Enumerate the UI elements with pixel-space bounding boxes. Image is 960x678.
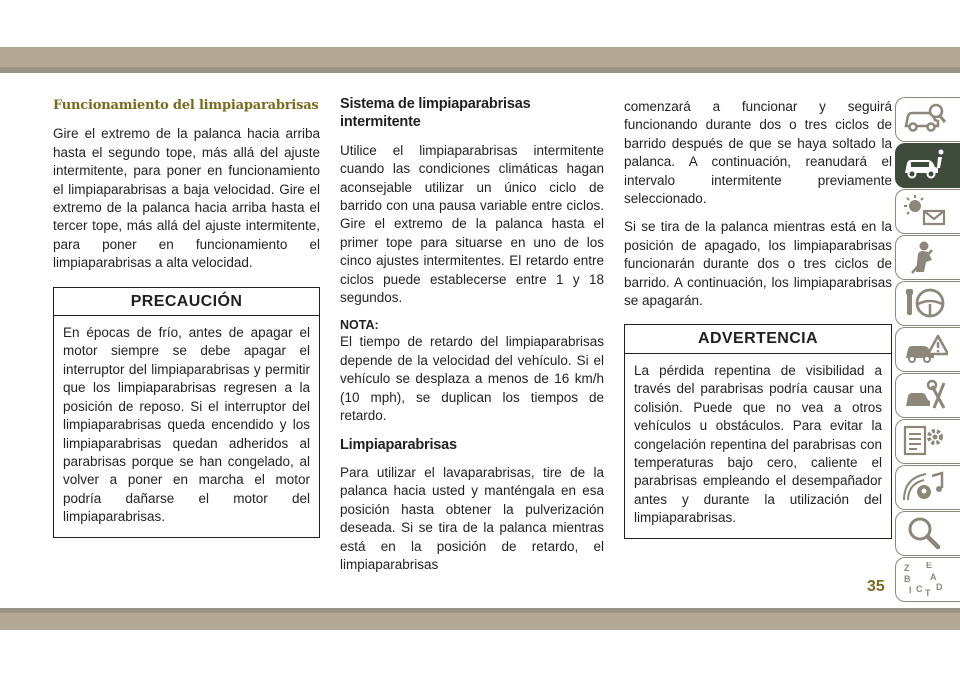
section-heading: Sistema de limpiaparabrisas intermitente — [340, 96, 531, 131]
paragraph: Si se tira de la palanca mientras está en la posición de apagado, los limpiaparabrisas funcionarán durante dos o tres ciclos de barrido. A continuación, los limpiaparabrisas se apagarán. — [624, 219, 892, 309]
note-text: El tiempo de retardo del limpiaparabrisas depende de la velocidad del vehículo. Si el vehículo se desplaza a menos de 16 km/h (10 mph), se duplican los tiempos de retardo. — [340, 334, 604, 424]
tab-passenger[interactable] — [895, 235, 960, 280]
index-letter: T — [925, 588, 931, 598]
subsection-heading: Limpiaparabrisas — [340, 436, 457, 453]
tab-steering[interactable] — [895, 281, 960, 326]
car-magnifier-icon — [902, 102, 948, 136]
column-1 — [53, 95, 320, 538]
index-letter: Z — [904, 563, 910, 573]
warning-box — [624, 324, 892, 538]
paragraph: Gire el extremo de la palanca hacia arriba hasta el segundo tope, más allá del ajuste intermitente, para poner en funcionamiento el limpiaparabrisas a baja velocidad. Gire el extremo de la palanca hacia arriba hasta el tercer tope, más allá del ajuste intermitente, para poner en funcionamiento el limpiaparabrisas a alta velocidad. — [53, 126, 320, 271]
warning-title: ADVERTENCIA — [625, 325, 891, 353]
paragraph: Utilice el limpiaparabrisas intermitente cuando las condiciones climáticas hagan aconsejable utilizar un único ciclo de barrido con una pausa variable entre ciclos. Gire el extremo de la palanca hasta el primer tope para situarse en uno de los cinco ajustes intermitentes. El retardo entre ciclos puede establecerse entre 1 y 18 segundos. — [340, 142, 604, 306]
tab-hazard[interactable] — [895, 327, 960, 372]
tab-specs[interactable] — [895, 419, 960, 464]
column-3 — [624, 98, 892, 539]
tab-index[interactable] — [895, 557, 960, 602]
music-navigation-icon — [902, 470, 948, 504]
magnifier-icon — [902, 516, 948, 550]
car-info-icon — [902, 148, 948, 182]
tab-warning-lights[interactable] — [895, 189, 960, 234]
wrench-car-icon — [902, 378, 948, 412]
list-gear-icon — [902, 424, 948, 458]
index-letter: E — [926, 562, 933, 570]
caution-title: PRECAUCIÓN — [54, 288, 319, 316]
index-letter: D — [936, 582, 943, 592]
top-band — [0, 47, 960, 73]
tab-search[interactable] — [895, 511, 960, 556]
car-hazard-icon — [902, 332, 948, 366]
index-letter: A — [930, 572, 937, 582]
warning-light-envelope-icon — [902, 194, 948, 228]
paragraph: Para utilizar el lavaparabrisas, tire de la palanca hacia usted y manténgala en esa posición hasta obtener la pulverización deseada. Si se tira de la palanca mientras está en la posición de retardo, el limpiaparabrisas — [340, 464, 604, 572]
page-number: 35 — [867, 578, 885, 595]
column-2 — [340, 95, 604, 584]
index-letter: C — [916, 584, 923, 594]
paragraph: comenzará a funcionar y seguirá funcionando durante dos o tres ciclos de barrido después de que se haya soltado la palanca. A continuación, reanudará el intervalo intermitente previamente seleccionado. — [624, 99, 892, 207]
bottom-band — [0, 608, 960, 630]
steering-wheel-key-icon — [902, 286, 948, 320]
tab-car-info[interactable] — [895, 143, 960, 188]
tab-car-magnifier[interactable] — [895, 97, 960, 142]
index-letter: B — [904, 574, 911, 584]
tab-multimedia[interactable] — [895, 465, 960, 510]
seated-passenger-icon — [902, 240, 948, 274]
alphabet-index-icon — [902, 562, 948, 598]
tab-service[interactable] — [895, 373, 960, 418]
index-letter: I — [909, 585, 912, 595]
warning-text: La pérdida repentina de visibilidad a través del parabrisas podría causar una colisión. Puede que no vea a otros vehículos u obstáculos. Para evitar la congelación repentina del parabrisas con temperaturas bajo cero, caliente el parabrisas empleando el desempañador antes y durante la utilización del limpiaparabrisas. — [634, 362, 882, 526]
caution-box — [53, 287, 320, 538]
caution-text: En épocas de frío, antes de apagar el motor siempre se debe apagar el interruptor del limpiaparabrisas y permitir que los limpiaparabrisas regresen a la posición de reposo. Si el interruptor del limpiaparabrisas queda encendido y los limpiaparabrisas quedan adheridos al parabrisas porque se han congelado, al volver a poner en marcha el motor podría dañarse el motor del limpiaparabrisas. — [63, 325, 310, 525]
section-heading: Funcionamiento del limpiaparabrisas — [53, 98, 319, 113]
note-label: NOTA: — [340, 318, 379, 333]
